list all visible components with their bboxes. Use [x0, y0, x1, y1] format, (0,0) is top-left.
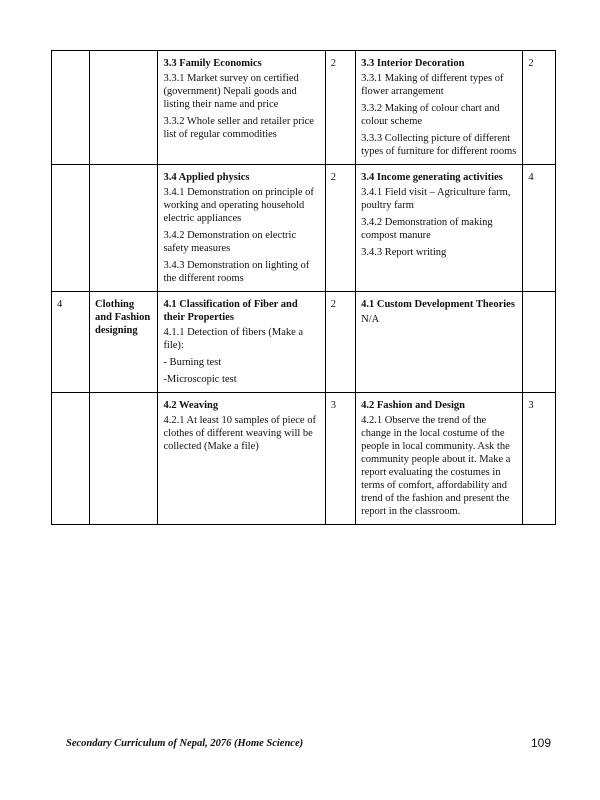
page-footer-title: Secondary Curriculum of Nepal, 2076 (Home Science): [66, 738, 304, 749]
practical-activity-cell: [158, 393, 325, 525]
practical-activity-cell: [356, 165, 523, 292]
unit-number-cell: [52, 51, 90, 165]
hours-cell: 3: [325, 393, 355, 525]
practical-activity-cell: [356, 292, 523, 393]
activity-item: - Burning test: [163, 357, 222, 368]
activity-item: 3.4.3 Demonstration on lighting of the different rooms: [163, 260, 310, 284]
curriculum-table: [51, 50, 556, 525]
hours-cell: [523, 292, 556, 393]
activity-item: 3.4.2 Demonstration on electric safety measures: [163, 230, 297, 254]
unit-area-cell: [90, 51, 158, 165]
unit-number-cell: [52, 393, 90, 525]
activity-heading: 3.4 Applied physics: [163, 172, 250, 183]
activity-heading: 4.1 Classification of Fiber and their Properties: [163, 299, 298, 323]
table-row: [52, 51, 556, 165]
table-row: [52, 292, 556, 393]
unit-number-cell: 4: [52, 292, 90, 393]
activity-item: 3.3.2 Whole seller and retailer price list of regular commodities: [163, 116, 314, 140]
unit-number-cell: [52, 165, 90, 292]
activity-heading: 4.2 Fashion and Design: [361, 400, 465, 411]
activity-item: 3.4.1 Field visit – Agriculture farm, poultry farm: [361, 187, 511, 211]
activity-item: 4.2.1 Observe the trend of the change in the local costume of the people in local community. Ask the community people about it. Make a report evaluating the costumes in terms of comfort, affordability and trend of the fashion and present the report in the classroom.: [361, 415, 511, 517]
unit-area-cell: [90, 165, 158, 292]
hours-cell: 2: [523, 51, 556, 165]
practical-activity-cell: [158, 292, 325, 393]
page-number: 109: [531, 736, 552, 750]
activity-heading: 3.4 Income generating activities: [361, 172, 503, 183]
hours-cell: 4: [523, 165, 556, 292]
practical-activity-cell: [158, 165, 325, 292]
table-row: [52, 165, 556, 292]
practical-activity-cell: [356, 51, 523, 165]
activity-item: -Microscopic test: [163, 374, 237, 385]
hours-cell: 3: [523, 393, 556, 525]
activity-item: 3.4.3 Report writing: [361, 247, 447, 258]
activity-item: 4.2.1 At least 10 samples of piece of clothes of different weaving will be collected (Make a file): [163, 415, 316, 452]
hours-cell: 2: [325, 292, 355, 393]
activity-heading: 4.1 Custom Development Theories: [361, 299, 515, 310]
activity-item: 3.4.2 Demonstration of making compost manure: [361, 217, 493, 241]
unit-area-cell: Clothing and Fashion designing: [90, 292, 158, 393]
activity-heading: 4.2 Weaving: [163, 400, 219, 411]
activity-item: 3.3.2 Making of colour chart and colour scheme: [361, 103, 500, 127]
activity-item: 3.3.1 Making of different types of flower arrangement: [361, 73, 504, 97]
practical-activity-cell: [158, 51, 325, 165]
activity-item: 4.1.1 Detection of fibers (Make a file):: [163, 327, 304, 351]
activity-item: 3.3.1 Market survey on certified (government) Nepali goods and listing their name and price: [163, 73, 299, 110]
activity-item: 3.4.1 Demonstration on principle of working and operating household electric appliances: [163, 187, 314, 224]
hours-cell: 2: [325, 51, 355, 165]
practical-activity-cell: [356, 393, 523, 525]
unit-area-cell: [90, 393, 158, 525]
table-row: [52, 393, 556, 525]
activity-heading: 3.3 Interior Decoration: [361, 58, 465, 69]
hours-cell: 2: [325, 165, 355, 292]
activity-item: N/A: [361, 314, 380, 325]
activity-heading: 3.3 Family Economics: [163, 58, 262, 69]
activity-item: 3.3.3 Collecting picture of different types of furniture for different rooms: [361, 133, 517, 157]
